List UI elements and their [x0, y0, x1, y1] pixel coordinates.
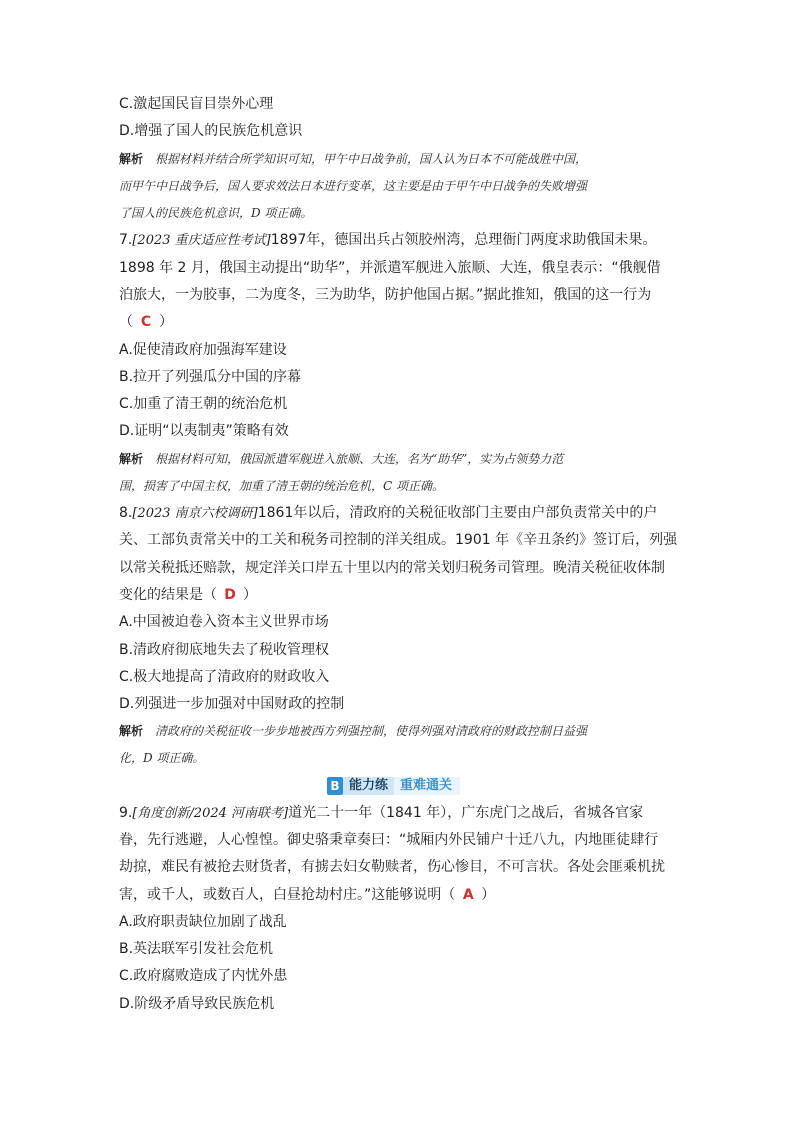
- q9-option-b: B.英法联军引发社会危机: [119, 941, 274, 957]
- explanation-text: 根据材料可知，俄国派遣军舰进入旅顺、大连，名为“助华”，实为占领势力范: [155, 452, 564, 466]
- q7-option-d: D.证明“以夷制夷”策略有效: [119, 423, 289, 439]
- q7-stem-line-1: [119, 230, 656, 251]
- question-text: 1861年以后，清政府的关税征收部门主要由户部负责常关中的户: [257, 505, 658, 521]
- explanation-text: 清政府的关税征收一步步地被西方列强控制，使得列强对清政府的财政控制日益强: [155, 724, 588, 738]
- q8-stem-line-1: [119, 503, 657, 524]
- q7-option-b: B.拉开了列强瓜分中国的序幕: [119, 369, 302, 385]
- q9-stem-line-4: [119, 885, 495, 905]
- q9-stem-line-2: 眷，先行逃避，人心惶惶。御史骆秉章奏曰：“城厢内外民铺户十迁八九，内地匪徒肆行: [119, 832, 659, 848]
- answer-mark: C: [140, 314, 152, 330]
- question-number: 9.: [119, 805, 133, 821]
- explanation-6-line-2: 而甲午中日战争后，国人要求效法日本进行变革，这主要是由于甲午中日战争的失败增强: [119, 179, 588, 193]
- explanation-8-line-1: [119, 721, 587, 741]
- explanation-label: 解析: [119, 152, 144, 166]
- explanation-6-line-1: [119, 149, 587, 169]
- q8-stem-line-4: [119, 585, 257, 605]
- question-number: 7.: [119, 232, 133, 248]
- paren-close: ）: [159, 314, 173, 330]
- q6-option-d: D.增强了国人的民族危机意识: [119, 123, 303, 139]
- question-source: [2023 重庆适应性考试]: [132, 233, 271, 248]
- explanation-7-line-1: [119, 449, 563, 469]
- explanation-6-line-3: 了国人的民族危机意识，D 项正确。: [119, 206, 313, 220]
- explanation-label: 解析: [119, 452, 144, 466]
- paren-open: （: [119, 314, 133, 330]
- question-source: [2023 南京六校调研]: [132, 506, 258, 521]
- section-subtitle: 重难通关: [394, 777, 460, 795]
- section-label: 能力练: [343, 777, 394, 795]
- question-number: 8.: [119, 505, 133, 521]
- section-header: [327, 777, 460, 795]
- question-text: 害，或千人，或数百人，白昼抢劫村庄。”这能够说明（: [119, 887, 456, 903]
- q9-option-d: D.阶级矛盾导致民族危机: [119, 996, 275, 1012]
- q9-stem-line-1: [119, 803, 643, 824]
- q7-option-c: C.加重了清王朝的统治危机: [119, 396, 288, 412]
- q7-answer-line: [119, 312, 173, 332]
- q6-option-c: C.激起国民盲目崇外心理: [119, 96, 274, 112]
- paren-close: ）: [243, 587, 257, 603]
- q9-stem-line-3: 劫掠，难民有被抢去财货者，有掳去妇女勒赎者，伤心惨目，不可言状。各处会匪乘机扰: [119, 859, 665, 875]
- q8-option-b: B.清政府彻底地失去了税收管理权: [119, 642, 330, 658]
- q8-option-c: C.极大地提高了清政府的财政收入: [119, 669, 330, 685]
- q8-option-a: A.中国被迫卷入资本主义世界市场: [119, 614, 329, 630]
- q7-stem-line-2: 1898 年 2 月，俄国主动提出“助华”，并派遣军舰进入旅顺、大连，俄皇表示：“俄舰借: [119, 260, 661, 276]
- explanation-label: 解析: [119, 724, 144, 738]
- question-text: 道光二十一年（1841 年），广东虎门之战后，省城各官家: [288, 805, 644, 821]
- q9-option-a: A.政府职责缺位加剧了战乱: [119, 914, 287, 930]
- q7-option-a: A.促使清政府加强海军建设: [119, 342, 287, 358]
- answer-mark: A: [462, 887, 474, 903]
- explanation-text: 根据材料并结合所学知识可知，甲午中日战争前，国人认为日本不可能战胜中国，: [155, 152, 588, 166]
- question-text: 1897年，德国出兵占领胶州湾，总理衙门两度求助俄国未果。: [270, 232, 657, 248]
- q8-stem-line-2: 关、工部负责常关中的工关和税务司控制的洋关组成。1901 年《辛丑条约》签订后，列强: [119, 532, 678, 548]
- paren-close: ）: [481, 887, 496, 903]
- q7-stem-line-3: 泊旅大，一为胶事，二为度冬，三为助华，防护他国占据。”据此推知，俄国的这一行为: [119, 287, 652, 303]
- section-badge: B: [327, 777, 343, 795]
- answer-mark: D: [224, 587, 236, 603]
- explanation-7-line-2: 围，损害了中国主权，加重了清王朝的统治危机，C 项正确。: [119, 479, 444, 493]
- q8-stem-line-3: 以常关税抵还赔款，规定洋关口岸五十里以内的常关划归税务司管理。晚清关税征收体制: [119, 560, 665, 576]
- q9-option-c: C.政府腐败造成了内忧外患: [119, 968, 288, 984]
- question-source: [角度创新/2024 河南联考]: [132, 806, 289, 821]
- q8-option-d: D.列强进一步加强对中国财政的控制: [119, 696, 345, 712]
- explanation-8-line-2: 化，D 项正确。: [119, 751, 205, 765]
- question-text: 变化的结果是（: [119, 587, 217, 603]
